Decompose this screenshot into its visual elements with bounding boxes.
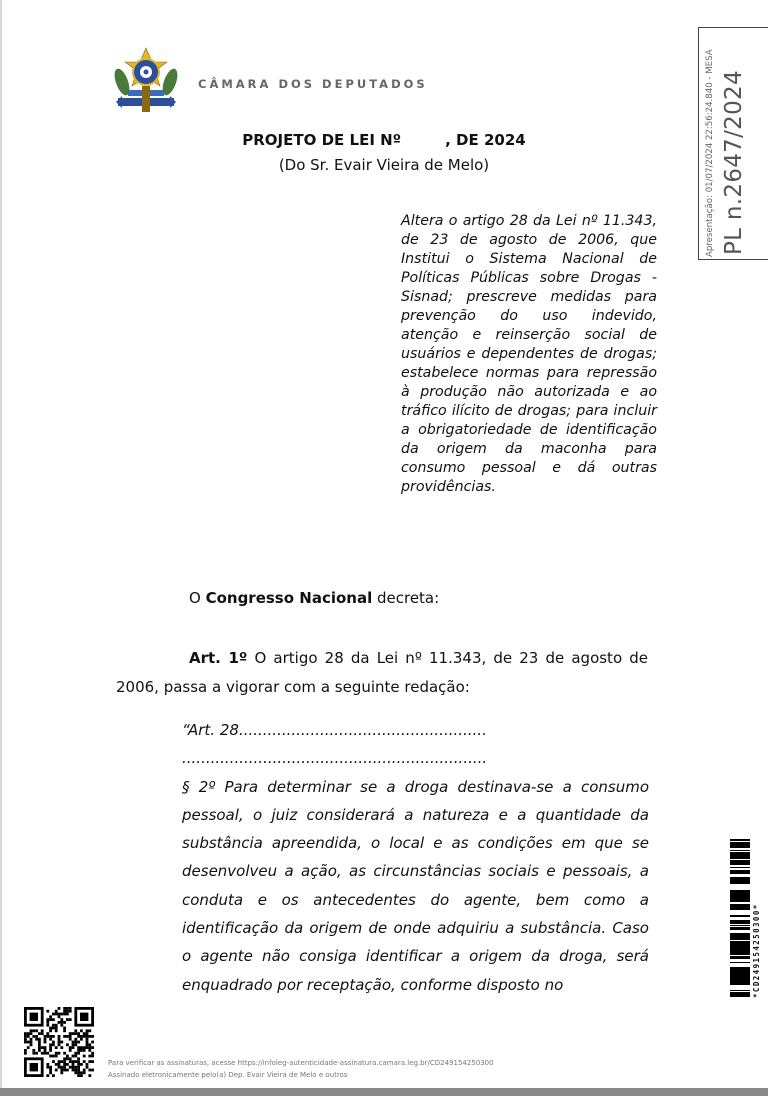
decree-prefix: O xyxy=(189,589,206,607)
article-1-label: Art. 1º xyxy=(189,649,248,667)
quote-paragraph-2: § 2º Para determinar se a droga destinava-se a consumo pessoal, o juiz considerará a natureza e a quantidade da substância apreendida, o local e as condições em que se desenvolveu a ação, as circunstâncias sociais e pessoais, a conduta e os antecedentes do agente, bem como a identificação da origem de onde adquiriu a substância. Caso o agente não consiga identificar a origem da droga, será enquadrado por receptação, conforme disposto no xyxy=(182,777,649,994)
bill-protocol-number: PL n.2647/2024 xyxy=(721,70,747,255)
barcode-image xyxy=(730,838,750,998)
verify-url-line: Para verificar as assinaturas, acesse https://infoleg-autenticidade-assinatura.camara.leg.br/CD249154250300 xyxy=(108,1059,494,1067)
qr-code-image xyxy=(24,1007,94,1077)
article-1 xyxy=(116,644,648,702)
signature-verification xyxy=(108,1057,494,1081)
institution-name: CÂMARA DOS DEPUTADOS xyxy=(198,77,428,91)
signed-by-line: Assinado eletronicamente pelo(a) Dep. Evair Vieira de Melo e outros xyxy=(108,1071,348,1079)
quote-ellipsis-line: ................................................................ xyxy=(182,749,488,768)
coat-of-arms-logo xyxy=(112,46,180,116)
decree-suffix: decreta: xyxy=(372,589,440,607)
decree-congress: Congresso Nacional xyxy=(205,589,373,607)
bill-title-prefix: PROJETO DE LEI Nº xyxy=(242,131,402,149)
barcode-text: *CD249154250300* xyxy=(752,903,761,998)
presentation-stamp xyxy=(698,27,768,260)
quoted-article xyxy=(182,716,649,999)
bill-author: (Do Sr. Evair Vieira de Melo) xyxy=(278,156,490,174)
quote-article-heading: “Art. 28.................................................... xyxy=(182,721,487,739)
barcode-label xyxy=(752,838,762,998)
bill-title xyxy=(0,131,768,149)
bill-title-year: , DE 2024 xyxy=(445,131,526,149)
bill-summary: Altera o artigo 28 da Lei nº 11.343, de 23 de agosto de 2006, que Institui o Sistema Nacional de Políticas Públicas sobre Drogas - Sisnad; prescreve medidas para prevenção do uso indevido, atenção e reinserção social de usuários e dependentes de drogas; estabelece normas para repressão à produção não autorizada e ao tráfico ilícito de drogas; para incluir a obrigatoriedade de identificação da origem da maconha para consumo pessoal e dá outras providências. xyxy=(401,213,657,495)
article-1-text: O artigo 28 da Lei nº 11.343, de 23 de agosto de 2006, passa a vigorar com a seguinte redação: xyxy=(116,649,648,696)
decree-line xyxy=(189,589,439,607)
page-bottom-border xyxy=(0,1088,768,1096)
presentation-date: Apresentação: 01/07/2024 22:56:24.840 - MESA xyxy=(705,49,715,257)
